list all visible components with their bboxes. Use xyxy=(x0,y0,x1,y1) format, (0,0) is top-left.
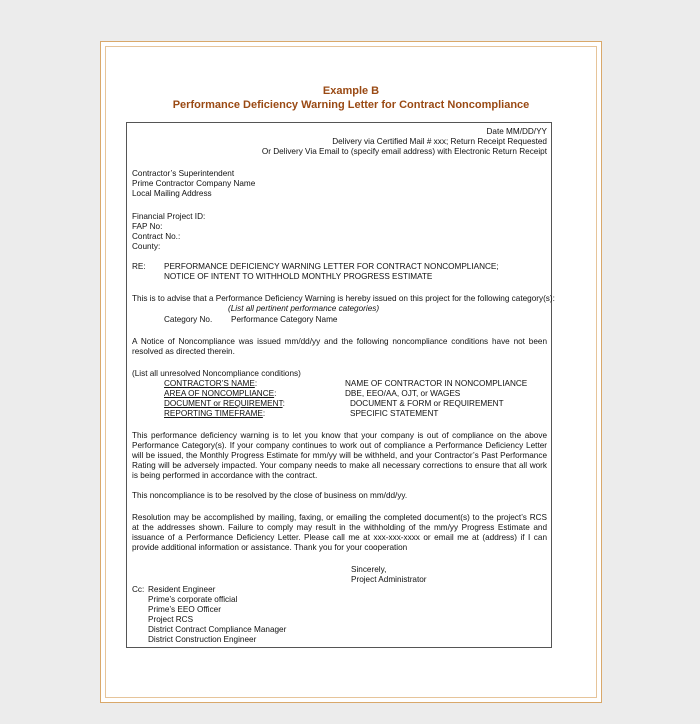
project-field: Contract No.: xyxy=(132,232,181,241)
delivery-line-2: Or Delivery Via Email to (specify email address) with Electronic Return Receipt xyxy=(261,147,547,156)
warning-paragraph: This performance deficiency warning is to let you know that your company is out of compliance on the above Performance Category(s). If your company continues to work out of compliance a Performance Deficiency Letter will be issued, the Monthly Progress Estimate for mm/yy will be withheld, and your Contractor’s Past Performance Rating will be adversely impacted. Your company needs to make all necessary corrections to ensure that all work is being performed in accordance with the contract. xyxy=(132,431,547,480)
advise-text: This is to advise that a Performance Deficiency Warning is hereby issued on this project for the following category(s): xyxy=(132,294,555,303)
letter-body xyxy=(126,122,555,648)
category-name-header: Performance Category Name xyxy=(231,315,338,324)
project-field: County: xyxy=(132,242,161,251)
re-line: PERFORMANCE DEFICIENCY WARNING LETTER FOR CONTRACT NONCOMPLIANCE; xyxy=(164,262,499,271)
cc-recipient: Project RCS xyxy=(148,615,194,624)
condition-value: DBE, EEO/AA, OJT, or WAGES xyxy=(345,389,461,398)
resolve-deadline: This noncompliance is to be resolved by the close of business on mm/dd/yy. xyxy=(132,491,408,500)
document-subtitle: Performance Deficiency Warning Letter for Contract Noncompliance xyxy=(172,99,530,111)
signer-title: Project Administrator xyxy=(351,575,427,584)
project-field: FAP No: xyxy=(132,222,163,231)
delivery-line-1: Delivery via Certified Mail # xxx; Return Receipt Requested xyxy=(332,137,547,146)
notice-paragraph: A Notice of Noncompliance was issued mm/dd/yy and the following noncompliance conditions have not been resolved as directed therein. xyxy=(132,337,547,356)
document-title: Example B xyxy=(322,85,380,97)
condition-value: DOCUMENT & FORM or REQUIREMENT xyxy=(350,399,504,408)
cc-recipient: District Construction Engineer xyxy=(148,635,257,644)
document-page xyxy=(100,41,602,703)
address-line: Local Mailing Address xyxy=(132,189,212,198)
condition-label: CONTRACTOR’S NAME: xyxy=(164,379,258,388)
condition-value: SPECIFIC STATEMENT xyxy=(350,409,439,418)
condition-label: AREA OF NONCOMPLIANCE: xyxy=(164,389,277,398)
category-number-header: Category No. xyxy=(164,315,213,324)
cc-recipient: Prime’s EEO Officer xyxy=(148,605,221,614)
condition-label: DOCUMENT or REQUIREMENT: xyxy=(164,399,285,408)
list-note: (List all pertinent performance categories) xyxy=(228,304,380,313)
re-label: RE: xyxy=(132,262,146,271)
unresolved-note: (List all unresolved Noncompliance conditions) xyxy=(132,369,301,378)
resolution-paragraph: Resolution may be accomplished by mailing, faxing, or emailing the completed document(s) to the project’s RCS at the addresses shown. Failure to comply may result in the withholding of the mm/yy Progress Estimate and issuance of a Performance Deficiency Letter. Please call me at xxx-xxx-xxxx or email me at (address) if I can provide additional information or assistance. Thank you for your cooperation xyxy=(132,513,547,552)
address-line: Prime Contractor Company Name xyxy=(132,179,256,188)
re-line: NOTICE OF INTENT TO WITHHOLD MONTHLY PROGRESS ESTIMATE xyxy=(164,272,433,281)
condition-label: REPORTING TIMEFRAME: xyxy=(164,409,266,418)
cc-recipient: District Contract Compliance Manager xyxy=(148,625,287,634)
cc-recipient: Prime’s corporate official xyxy=(148,595,238,604)
closing-salutation: Sincerely, xyxy=(351,565,387,574)
letter-date: Date MM/DD/YY xyxy=(486,127,547,136)
cc-label: Cc: xyxy=(132,585,145,594)
condition-value: NAME OF CONTRACTOR IN NONCOMPLIANCE xyxy=(345,379,528,388)
address-line: Contractor’s Superintendent xyxy=(132,169,235,178)
project-field: Financial Project ID: xyxy=(132,212,206,221)
cc-recipient: Resident Engineer xyxy=(148,585,216,594)
